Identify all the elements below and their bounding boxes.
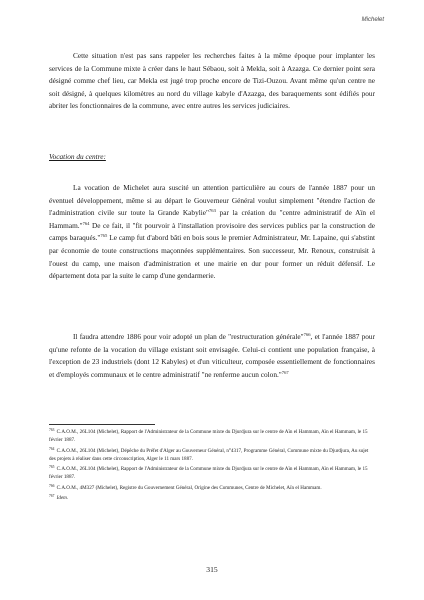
footnote-ref-764[interactable]: 764: [82, 220, 90, 226]
footnote-separator: [49, 424, 155, 425]
footnote-ref-765[interactable]: 765: [100, 233, 108, 239]
footnote-ref-767[interactable]: 767: [281, 369, 289, 375]
footnote-text: Idem.: [56, 495, 69, 502]
running-header: Michelet: [361, 17, 384, 23]
footnote-number: 766: [49, 483, 55, 488]
paragraph-restructuration-text-a: Il faudra attendre 1886 pour voir adopté un plan de "restructuration générale": [73, 332, 304, 341]
footnote-number: 763: [49, 428, 55, 432]
footnote-ref-766[interactable]: 766: [303, 332, 311, 337]
footnote: [49, 465, 375, 482]
paragraph-vocation-text-d: Le camp fut d'abord bâti en bois sous le premier Administrateur, Mr. Lapaine, qui s'abstint par économie de toute constructions maçonnées supplémentaires. Son successeur, Mr. Renoux, construisit à l'ouest du camp, une maison d'administration et une mairie en dur pour former un réduit défensif. Le département dota par la suite le camp d'une gendarmerie.: [49, 233, 375, 281]
page-number: 315: [206, 565, 218, 574]
footnote-number: 765: [49, 465, 55, 470]
paragraph-intro-text: Cette situation n'est pas sans rappeler les recherches faites à la même époque pour implanter les services de la Commune mixte à créer dans le haut Sébaou, soit à Mekla, soit à Azazga. Ce dernier point sera désigné comme chef lieu, car Mekla est jugé trop proche encore de Tizi-Ouzou. Avant même qu'un centre ne soit désigné, à quelques kilomètres au nord du village kabyle d'Azazga, des baraquements sont édifiés pour abriter les fonctionnaires de la commune, avec entre autres les services judiciaires.: [49, 51, 375, 111]
paragraph-restructuration: [49, 331, 375, 381]
paragraph-vocation: [49, 182, 375, 283]
paragraph-restructuration-text-b: , et l'année 1887 pour qu'une refonte de la vocation du village existant soit envisagée. Celui-ci contient une population française, à l'exception de 23 industriels (dont 12 Kabyles) et d'un viticulteur, composée essentiellement de fonctionnaires et d'employés communaux et le centre administratif "ne renferme aucun colon.": [49, 332, 376, 379]
footnote-number: 767: [49, 494, 55, 499]
footnotes: [49, 428, 375, 504]
footnote-number: 764: [49, 446, 55, 451]
section-heading: Vocation du centre:: [49, 152, 106, 161]
footnote: [49, 428, 375, 445]
footnote: [49, 494, 375, 502]
footnote-ref-763[interactable]: 763: [209, 208, 216, 214]
paragraph-vocation-text-b: par la création du "centre administratif de Aïn el Hammam.": [49, 208, 375, 230]
footnote-text: C.A.O.M., 26L104 (Michelet), Rapport de l'Administrateur de la Commune mixte du Djurdjura sur le centre de Aïn el Hammam, Aïn el Hammam, le 15 février 1887.: [49, 466, 368, 481]
paragraph-intro: [49, 50, 375, 113]
footnote-text: C.A.O.M., 26L104 (Michelet), Rapport de l'Administrateur de la Commune mixte du Djurdjura sur le centre de Aïn el Hammam, Aïn el Hammam, le 15 février 1887.: [49, 429, 368, 444]
footnote-text: C.A.O.M., 26L104 (Michelet), Dépêche du Préfet d'Alger au Gouverneur Général, n°4317, Programme Général, Commune mixte du Djurdjura, Au sujet des projets à réaliser dans cette circonscription, Alger le 11 mars 1887.: [49, 447, 369, 462]
paragraph-vocation-text-a: La vocation de Michelet aura suscité un attention particulière au cours de l'année 1887 pour un éventuel développement, même si au départ le Gouverneur Général voulut simplement "étendre l'action de l'administration civile sur toute la Grande Kabylie": [49, 183, 375, 218]
footnote: [49, 447, 375, 464]
footnote-text: C.A.O.M., 4M327 (Michelet), Registre du Gouvernement Général, Origine des Communes, Centre de Michelet, Aïn el Hammam.: [56, 484, 322, 491]
footnote: [49, 484, 375, 492]
paragraph-vocation-text-c: De ce fait, il "fit pourvoir à l'installation provisoire des services publics par la construction de camps baraqués.": [49, 220, 375, 243]
